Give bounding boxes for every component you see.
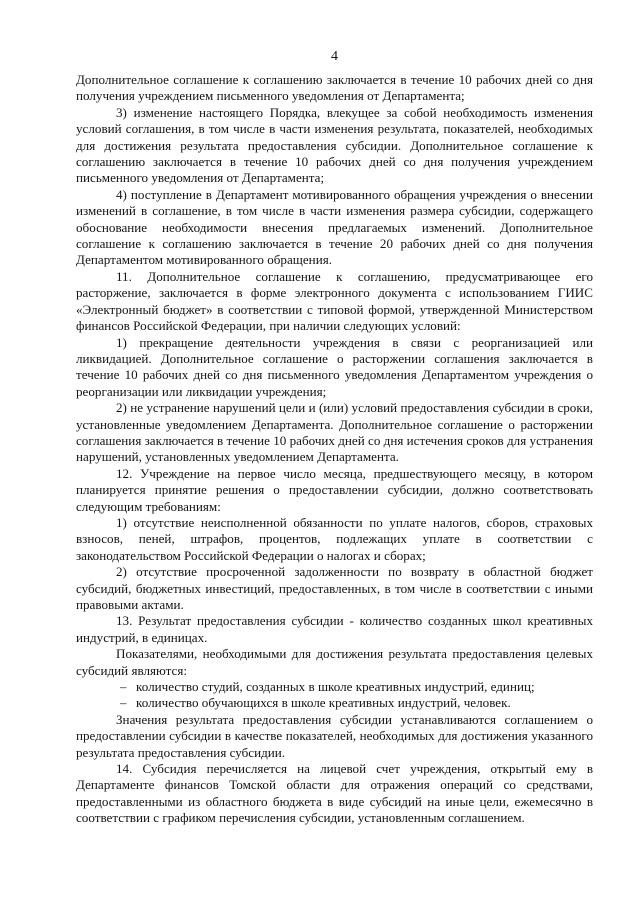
paragraph: 11. Дополнительное соглашение к соглашению, предусматривающее его расторжение, заключается в форме электронного документа с использованием ГИИС «Электронный бюджет» в соответствии с типовой формой, утвержденной Министерством финансов Российской Федерации, при наличии следующих условий: (76, 268, 593, 334)
paragraph: 3) изменение настоящего Порядка, влекущее за собой необходимость изменения условий соглашения, в том числе в части изменения результата, показателей, необходимых для достижения результата предоставления субсидии. Дополнительное соглашение к соглашению заключается в течение 10 рабочих дней со дня получения учреждением письменного уведомления от Департамента; (76, 104, 593, 186)
dash-list-item-text: количество студий, созданных в школе креативных индустрий, единиц; (136, 679, 535, 695)
dash-bullet: – (120, 695, 127, 711)
paragraph: 2) отсутствие просроченной задолженности по возврату в областной бюджет субсидий, бюджетных инвестиций, предоставленных, в том числе в соответствии с иными правовыми актами. (76, 564, 593, 612)
paragraph: 12. Учреждение на первое число месяца, предшествующего месяцу, в котором планируется принятие решения о предоставлении субсидии, должно соответствовать следующим требованиям: (76, 465, 593, 514)
paragraph: 13. Результат предоставления субсидии - количество созданных школ креативных индустрий, в единицах. (76, 613, 593, 645)
paragraph: 1) отсутствие неисполненной обязанности по уплате налогов, сборов, страховых взносов, пеней, штрафов, процентов, подлежащих уплате в соответствии с законодательством Российской Федерации о налогах и сборах; (76, 514, 593, 563)
page-number: 4 (331, 49, 338, 64)
paragraph: Показателями, необходимыми для достижения результата предоставления целевых субсидий являются: (76, 646, 593, 678)
paragraph: 1) прекращение деятельности учреждения в связи с реорганизацией или ликвидацией. Дополнительное соглашение о расторжении соглашения заключается в течение 10 рабочих дней со дня письменного уведомления Департаментом учреждения о реорганизации или ликвидации учреждения; (76, 334, 593, 399)
paragraph: Дополнительное соглашение к соглашению заключается в течение 10 рабочих дней со дня получения учреждением письменного уведомления от Департамента; (76, 72, 593, 104)
document-body (76, 72, 593, 827)
dash-list-item-text: количество обучающихся в школе креативных индустрий, человек. (136, 695, 511, 711)
paragraph: 14. Субсидия перечисляется на лицевой счет учреждения, открытый ему в Департаменте финансов Томской области для отражения операций со средствами, предоставленными из областного бюджета в виде субсидий на иные цели, ежемесячно в соответствии с графиком перечисления субсидии, установленным соглашением. (76, 761, 593, 826)
dash-list-item (76, 695, 593, 711)
dash-bullet: – (120, 679, 127, 695)
paragraph: Значения результата предоставления субсидии устанавливаются соглашением о предоставлении субсидии в качестве показателей, необходимых для достижения указанного результата предоставления субсидии. (76, 711, 593, 760)
paragraph: 4) поступление в Департамент мотивированного обращения учреждения о внесении изменений в соглашение, в том числе в части изменения размера субсидии, содержащего обоснование необходимости внесения предлагаемых изменений. Дополнительное соглашение к соглашению заключается в течение 20 рабочих дней со дня получения Департаментом мотивированного обращения. (76, 186, 593, 268)
dash-list-item (76, 679, 593, 695)
paragraph: 2) не устранение нарушений цели и (или) условий предоставления субсидии в сроки, установленные уведомлением Департамента. Дополнительное соглашение о расторжении соглашения заключается в течение 10 рабочих дней со дня истечения сроков для устранения нарушений, установленных уведомлением Департамента. (76, 400, 593, 465)
